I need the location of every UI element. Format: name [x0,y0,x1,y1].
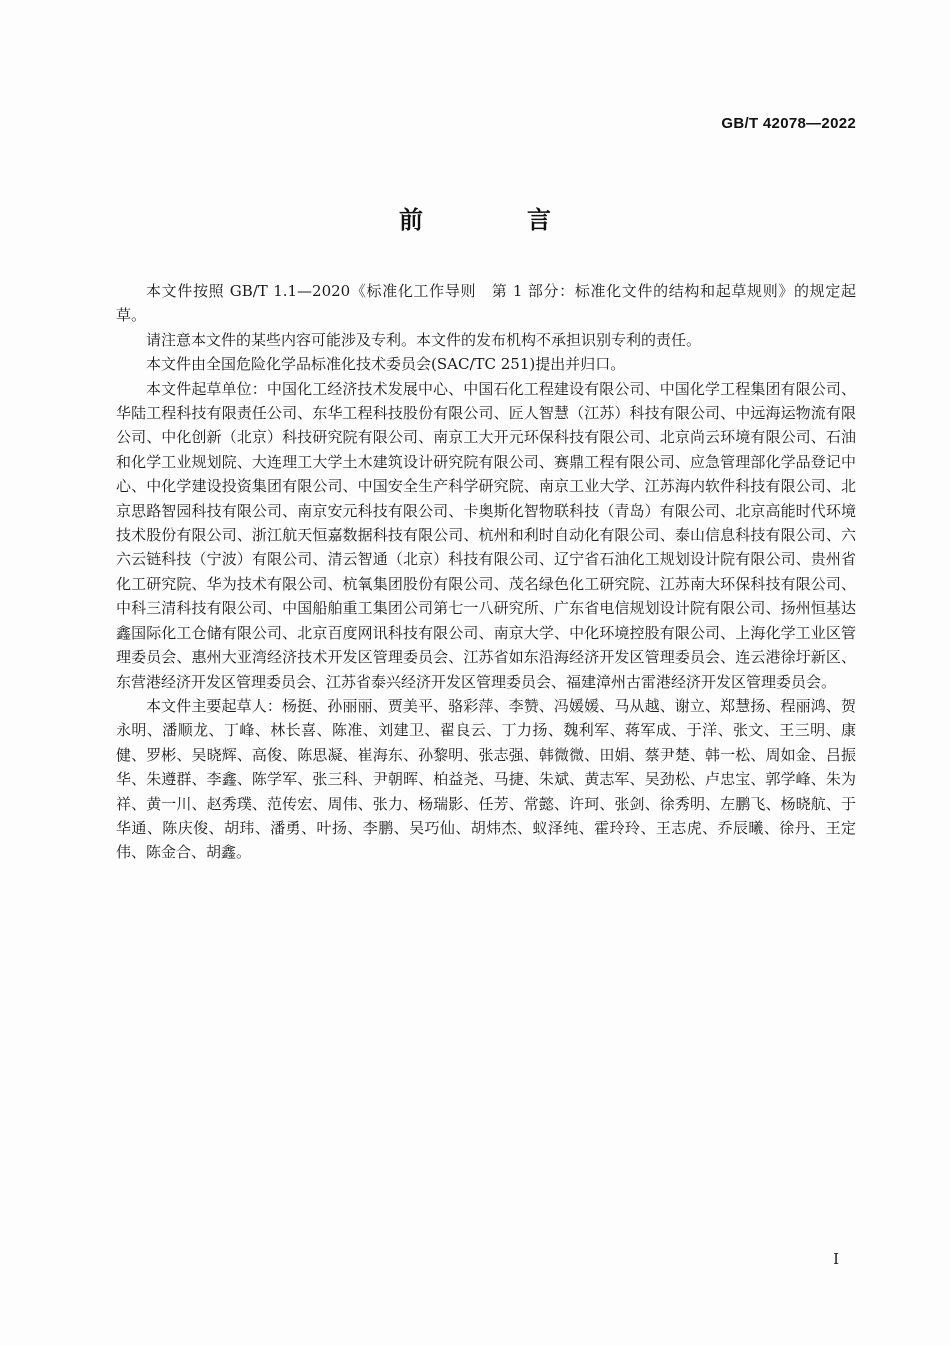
page-title: 前 言 [399,206,591,234]
paragraph-drafting-rules: 本文件按照 GB/T 1.1—2020《标准化工作导则 第 1 部分：标准化文件的结构和起草规则》的规定起草。 [116,282,856,325]
standard-code: GB/T 42078—2022 [721,115,856,132]
page-number: I [833,1250,839,1268]
paragraph-drafters: 本文件主要起草人：杨挺、孙丽丽、贾美平、骆彩萍、李赞、冯媛媛、马从越、谢立、郑慧扬、程丽鸿、贺永明、潘顺龙、丁峰、林长喜、陈准、刘建卫、翟良云、丁力扬、魏利军、蒋军成、于洋、张文、王三明、康健、罗彬、吴晓辉、高俊、陈思凝、崔海东、孙黎明、张志强、韩微微、田娟、蔡尹楚、韩一松、周如金、吕振华、朱遵群、李鑫、陈学军、张三科、尹朝晖、柏益尧、马捷、朱斌、黄志军、吴劲松、卢忠宝、郭学峰、朱为祥、黄一川、赵秀璞、范传宏、周伟、张力、杨瑞影、任芳、常懿、许珂、张剑、徐秀明、左鹏飞、杨晓航、于华通、陈庆俊、胡玮、潘勇、叶扬、李鹏、吴巧仙、胡炜杰、蚁泽纯、霍玲玲、王志虎、乔辰曦、徐丹、王定伟、陈金合、胡鑫。 [116,696,856,862]
document-body [116,279,856,865]
paragraph-drafting-units: 本文件起草单位：中国化工经济技术发展中心、中国石化工程建设有限公司、中国化学工程集团有限公司、华陆工程科技有限责任公司、东华工程科技股份有限公司、匠人智慧（江苏）科技有限公司、中远海运物流有限公司、中化创新（北京）科技研究院有限公司、南京工大开元环保科技有限公司、北京尚云环境有限公司、石油和化学工业规划院、大连理工大学土木建筑设计研究院有限公司、赛鼎工程有限公司、应急管理部化学品登记中心、中化学建设投资集团有限公司、中国安全生产科学研究院、南京工业大学、江苏海内软件科技有限公司、北京思路智园科技有限公司、南京安元科技有限公司、卡奥斯化智物联科技（青岛）有限公司、北京高能时代环境技术股份有限公司、浙江航天恒嘉数据科技有限公司、杭州和利时自动化有限公司、泰山信息科技有限公司、六六云链科技（宁波）有限公司、清云智通（北京）科技有限公司、辽宁省石油化工规划设计院有限公司、贵州省化工研究院、华为技术有限公司、杭氧集团股份有限公司、茂名绿色化工研究院、江苏南大环保科技有限公司、中科三清科技有限公司、中国船舶重工集团公司第七一八研究所、广东省电信规划设计院有限公司、扬州恒基达鑫国际化工仓储有限公司、北京百度网讯科技有限公司、南京大学、中化环境控股有限公司、上海化学工业区管理委员会、惠州大亚湾经济技术开发区管理委员会、江苏省如东沿海经济开发区管理委员会、连云港徐圩新区、东营港经济开发区管理委员会、江苏省泰兴经济开发区管理委员会、福建漳州古雷港经济开发区管理委员会。 [116,379,856,691]
paragraph-patent-notice: 请注意本文件的某些内容可能涉及专利。本文件的发布机构不承担识别专利的责任。 [146,330,702,349]
paragraph-proposer: 本文件由全国危险化学品标准化技术委员会(SAC/TC 251)提出并归口。 [146,355,626,374]
